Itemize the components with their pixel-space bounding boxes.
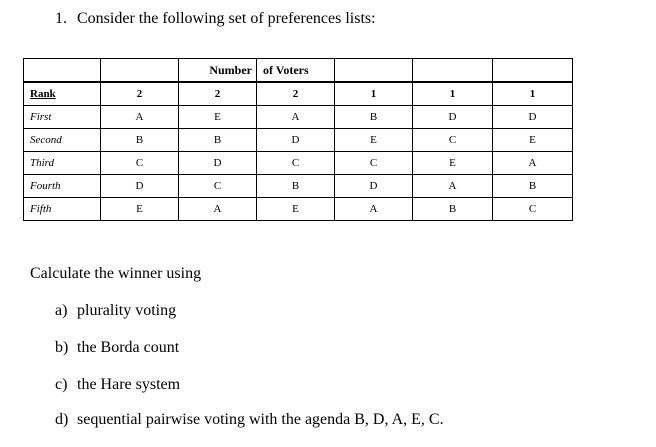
rank-label: Fifth	[24, 198, 101, 221]
preference-cell: B	[335, 106, 413, 129]
rank-label: Fourth	[24, 175, 101, 198]
table-row	[24, 106, 573, 129]
question-heading	[55, 10, 376, 28]
part-b	[55, 339, 179, 357]
voter-count-cell: 2	[179, 82, 257, 106]
rank-label: Third	[24, 152, 101, 175]
preferences-table	[23, 58, 573, 221]
header-empty-cell	[493, 59, 573, 83]
preference-cell: A	[179, 198, 257, 221]
part-c	[55, 376, 180, 394]
voter-count-cell: 2	[101, 82, 179, 106]
preference-cell: A	[335, 198, 413, 221]
header-of-voters-label: of Voters	[257, 59, 335, 83]
table-row	[24, 152, 573, 175]
preference-cell: D	[335, 175, 413, 198]
preference-cell: B	[493, 175, 573, 198]
part-text: the Hare system	[77, 376, 181, 393]
header-empty-cell	[335, 59, 413, 83]
table-row	[24, 129, 573, 152]
preference-cell: B	[413, 198, 493, 221]
preference-cell: B	[101, 129, 179, 152]
preference-cell: E	[101, 198, 179, 221]
part-label: a)	[55, 302, 68, 319]
preference-cell: C	[179, 175, 257, 198]
preference-cell: C	[257, 152, 335, 175]
preference-cell: E	[493, 129, 573, 152]
preference-cell: E	[413, 152, 493, 175]
preference-cell: D	[493, 106, 573, 129]
header-empty-cell	[24, 59, 101, 83]
header-empty-cell	[413, 59, 493, 83]
preference-cell: D	[413, 106, 493, 129]
part-label: b)	[55, 339, 69, 356]
voter-count-cell: 1	[335, 82, 413, 106]
part-label: c)	[55, 376, 68, 393]
preference-cell: C	[413, 129, 493, 152]
preference-cell: E	[257, 198, 335, 221]
preference-cell: C	[335, 152, 413, 175]
part-d	[55, 411, 444, 429]
header-number-label: Number	[179, 59, 257, 83]
calculate-prompt: Calculate the winner using	[30, 265, 202, 282]
part-a	[55, 302, 176, 320]
preference-cell: B	[257, 175, 335, 198]
table-row	[24, 175, 573, 198]
preference-cell: D	[101, 175, 179, 198]
voter-count-row	[24, 82, 573, 106]
part-text: plurality voting	[77, 302, 177, 319]
voter-count-cell: 1	[493, 82, 573, 106]
table-row	[24, 198, 573, 221]
preference-cell: A	[257, 106, 335, 129]
preference-cell: C	[101, 152, 179, 175]
preference-cell: C	[493, 198, 573, 221]
preference-cell: A	[493, 152, 573, 175]
preference-cell: E	[335, 129, 413, 152]
rank-label: Second	[24, 129, 101, 152]
preference-cell: A	[413, 175, 493, 198]
part-label: d)	[55, 411, 69, 428]
preference-cell: D	[179, 152, 257, 175]
preference-cell: A	[101, 106, 179, 129]
rank-header: Rank	[24, 82, 101, 106]
preference-cell: B	[179, 129, 257, 152]
preference-cell: D	[257, 129, 335, 152]
voter-count-cell: 1	[413, 82, 493, 106]
rank-label: First	[24, 106, 101, 129]
question-text: Consider the following set of preferences lists:	[77, 10, 376, 27]
voter-count-cell: 2	[257, 82, 335, 106]
part-text: sequential pairwise voting with the agenda B, D, A, E, C.	[77, 411, 444, 428]
header-empty-cell	[101, 59, 179, 83]
question-number: 1.	[55, 10, 67, 27]
preference-cell: E	[179, 106, 257, 129]
part-text: the Borda count	[77, 339, 180, 356]
